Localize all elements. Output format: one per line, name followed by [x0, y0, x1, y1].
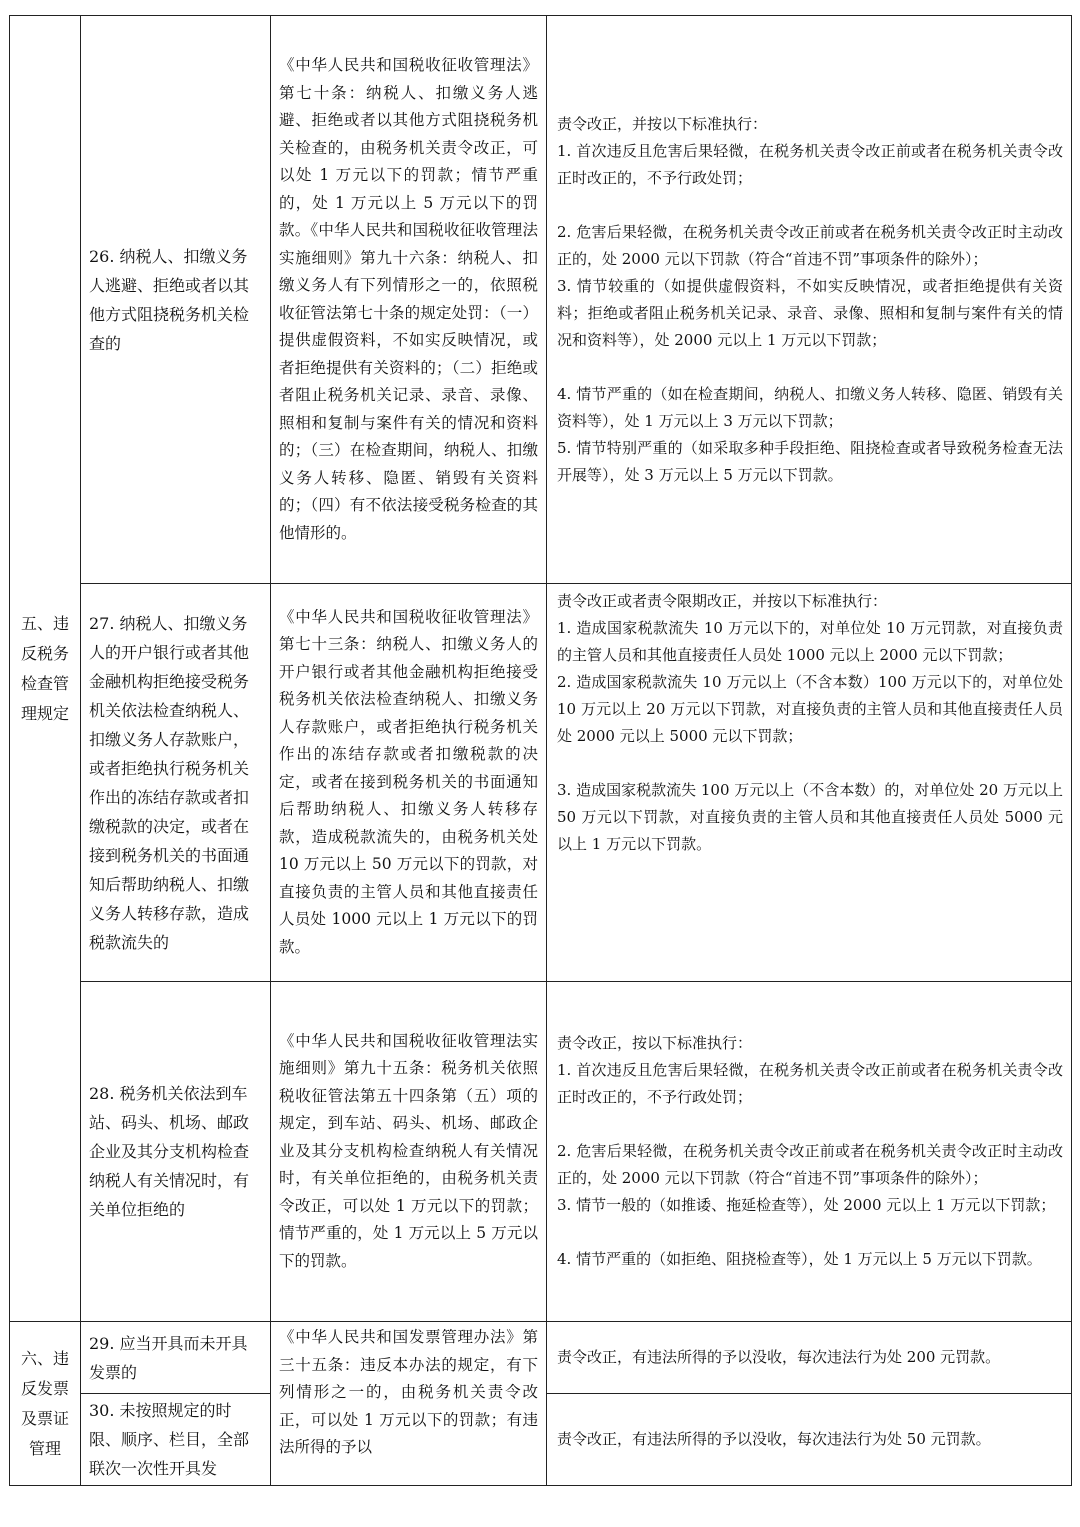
standard-cell	[547, 584, 1072, 982]
penalty-standards-table	[9, 15, 1072, 1486]
item-cell	[81, 584, 271, 982]
category-cell	[10, 1322, 81, 1486]
table-row	[10, 584, 1072, 982]
standard-item: 3. 造成国家税款流失 100 万元以上（不含本数）的，对单位处 20 万元以上 50 万元以下罚款，对直接负责的主管人员和其他直接责任人员处 5000 元以上 1 万元以下罚款。	[557, 781, 1063, 853]
standard-intro: 责令改正，按以下标准执行：	[557, 1034, 753, 1052]
standard-item: 2. 危害后果轻微，在税务机关责令改正前或者在税务机关责令改正时主动改正的，处 2000 元以下罚款（符合“首违不罚”事项条件的除外）；	[557, 1142, 1063, 1187]
item-cell	[81, 16, 271, 584]
standard-item: 4. 情节严重的（如拒绝、阻挠检查等），处 1 万元以上 5 万元以下罚款。	[557, 1250, 1042, 1268]
standard-item: 2. 造成国家税款流失 10 万元以上（不含本数）100 万元以下的，对单位处 10 万元以上 20 万元以下罚款，对直接负责的主管人员和其他直接责任人员处 2000 元以上 5000 元以下罚款；	[557, 673, 1063, 745]
law-cell	[271, 982, 547, 1322]
item-cell	[81, 1322, 271, 1394]
table-row	[10, 1322, 1072, 1394]
standard-item: 1. 首次违反且危害后果轻微，在税务机关责令改正前或者在税务机关责令改正时改正的，不予行政处罚；	[557, 1061, 1063, 1106]
table-row	[10, 982, 1072, 1322]
law-cell	[271, 1322, 547, 1486]
law-text: 《中华人民共和国税收征收管理法实施细则》第九十五条：税务机关依照税收征管法第五十四条第（五）项的规定，到车站、码头、机场、邮政企业及其分支机构检查纳税人有关情况时，有关单位拒绝的，由税务机关责令改正，可以处 1 万元以下的罚款；情节严重的，处 1 万元以上 5 万元以下的罚款。	[279, 1031, 538, 1270]
standard-item: 3. 情节一般的（如推诿、拖延检查等），处 2000 元以上 1 万元以下罚款；	[557, 1196, 1056, 1214]
standard-intro: 责令改正或者责令限期改正，并按以下标准执行：	[557, 592, 888, 610]
law-cell	[271, 16, 547, 584]
standard-item: 3. 情节较重的（如提供虚假资料，不如实反映情况，或者拒绝提供有关资料；拒绝或者阻止税务机关记录、录音、录像、照相和复制与案件有关的情况和资料等），处 2000 元以上 1 万元以下罚款；	[557, 276, 1063, 349]
standard-text: 责令改正，有违法所得的予以没收，每次违法行为处 200 元罚款。	[557, 1348, 1001, 1366]
standard-cell	[547, 1322, 1072, 1394]
standard-cell	[547, 16, 1072, 584]
category-cell	[10, 16, 81, 1322]
item-text: 26. 纳税人、扣缴义务人逃避、拒绝或者以其他方式阻挠税务机关检查的	[89, 246, 250, 353]
standard-cell	[547, 1394, 1072, 1486]
standard-intro: 责令改正，并按以下标准执行：	[557, 114, 768, 133]
item-text: 29. 应当开具而未开具发票的	[89, 1333, 248, 1382]
item-text: 27. 纳税人、扣缴义务人的开户银行或者其他金融机构拒绝接受税务机关依法检查纳税人、扣缴义务人存款账户，或者拒绝执行税务机关作出的冻结存款或者扣缴税款的决定，或者在接到税务机关的书面通知后帮助纳税人、扣缴义务人转移存款，造成税款流失的	[89, 613, 250, 952]
table-row	[10, 16, 1072, 584]
standard-item: 1. 首次违反且危害后果轻微，在税务机关责令改正前或者在税务机关责令改正时改正的，不予行政处罚；	[557, 141, 1063, 187]
item-cell	[81, 1394, 271, 1486]
item-cell	[81, 982, 271, 1322]
standard-item: 4. 情节严重的（如在检查期间，纳税人、扣缴义务人转移、隐匿、销毁有关资料等），处 1 万元以上 3 万元以下罚款；	[557, 384, 1063, 430]
category-label: 六、违反发票及票证管理	[20, 1348, 69, 1458]
standard-item: 5. 情节特别严重的（如采取多种手段拒绝、阻挠检查或者导致税务检查无法开展等），处 3 万元以上 5 万元以下罚款。	[557, 438, 1063, 484]
law-text: 《中华人民共和国发票管理办法》第三十五条：违反本办法的规定，有下列情形之一的，由税务机关责令改正，可以处 1 万元以下的罚款；有违法所得的予以	[279, 1328, 538, 1456]
law-text: 《中华人民共和国税收征收管理法》第七十三条：纳税人、扣缴义务人的开户银行或者其他金融机构拒绝接受税务机关依法检查纳税人、扣缴义务人存款账户，或者拒绝执行税务机关作出的冻结存款或者扣缴税款的决定，或者在接到税务机关的书面通知后帮助纳税人、扣缴义务人转移存款，造成税款流失的，由税务机关处 10 万元以上 50 万元以下的罚款，对直接负责的主管人员和其他直接责任人员处 1000 元以上 1 万元以下的罚款。	[279, 607, 538, 956]
law-cell	[271, 584, 547, 982]
law-text: 《中华人民共和国税收征收管理法》第七十条：纳税人、扣缴义务人逃避、拒绝或者以其他方式阻挠税务机关检查的，由税务机关责令改正，可以处 1 万元以下的罚款；情节严重的，处 1 万元以上 5 万元以下的罚款。《中华人民共和国税收征收管理法实施细则》第九十六条：纳税人、扣缴义务人有下列情形之一的，依照税收征管法第七十条的规定处罚：（一）提供虚假资料，不如实反映情况，或者拒绝提供有关资料的；（二）拒绝或者阻止税务机关记录、录音、录像、照相和复制与案件有关的情况和资料的；（三）在检查期间，纳税人、扣缴义务人转移、隐匿、销毁有关资料的；（四）有不依法接受税务检查的其他情形的。	[279, 56, 538, 542]
standard-item: 1. 造成国家税款流失 10 万元以下的，对单位处 10 万元罚款，对直接负责的主管人员和其他直接责任人员处 1000 元以上 2000 元以下罚款；	[557, 619, 1063, 664]
standard-item: 2. 危害后果轻微，在税务机关责令改正前或者在税务机关责令改正时主动改正的，处 2000 元以下罚款（符合“首违不罚”事项条件的除外）；	[557, 222, 1063, 268]
standard-text: 责令改正，有违法所得的予以没收，每次违法行为处 50 元罚款。	[557, 1430, 991, 1448]
item-text: 30. 未按照规定的时限、顺序、栏目，全部联次一次性开具发	[89, 1401, 250, 1478]
standard-cell	[547, 982, 1072, 1322]
category-label: 五、违反税务检查管理规定	[20, 613, 69, 723]
item-text: 28. 税务机关依法到车站、码头、机场、邮政企业及其分支机构检查纳税人有关情况时，有关单位拒绝的	[89, 1084, 250, 1219]
